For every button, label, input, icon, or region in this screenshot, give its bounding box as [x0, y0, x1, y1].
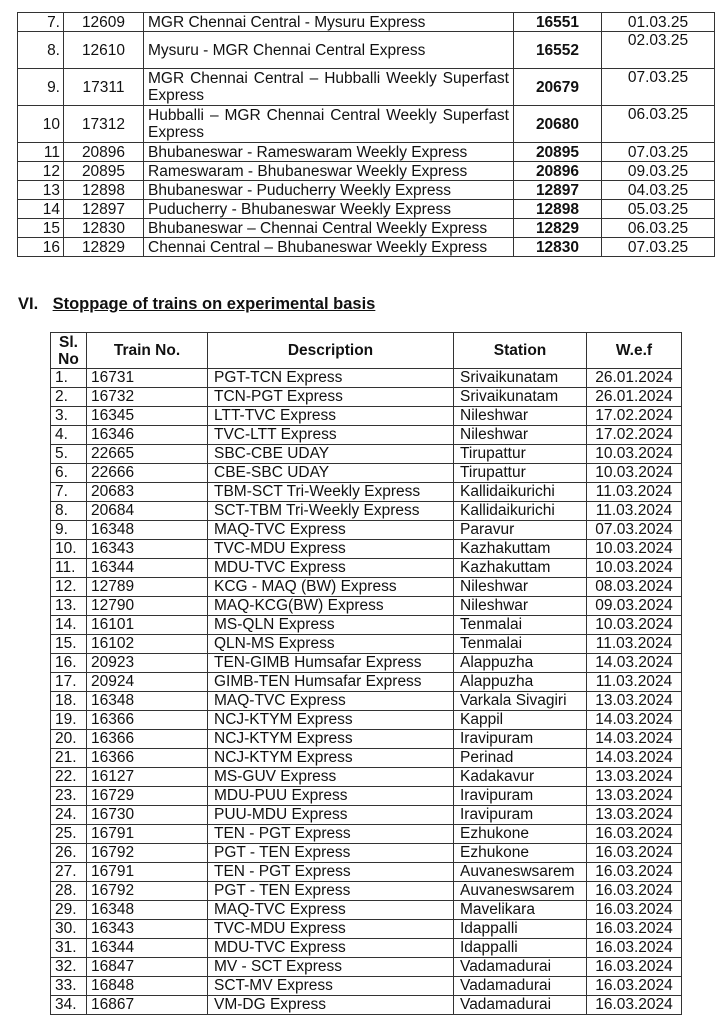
- train-number: 17311: [64, 69, 144, 106]
- effective-date: 07.03.25: [602, 143, 715, 162]
- train-number: 16345: [87, 407, 208, 426]
- train-description: TVC-LTT Express: [208, 426, 454, 445]
- table-row: [18, 200, 715, 219]
- effective-date: 05.03.25: [602, 200, 715, 219]
- sl-number: 10: [18, 106, 64, 143]
- new-train-number: 12897: [514, 181, 602, 200]
- wef-date: 13.03.2024: [587, 787, 682, 806]
- station-name: Tenmalai: [454, 616, 587, 635]
- station-name: Iravipuram: [454, 806, 587, 825]
- train-description: MGR Chennai Central – Hubballi Weekly Superfast Express: [144, 69, 514, 106]
- station-name: Ezhukone: [454, 825, 587, 844]
- wef-date: 13.03.2024: [587, 692, 682, 711]
- sl-number: 11.: [51, 559, 87, 578]
- train-number: 16848: [87, 977, 208, 996]
- new-train-number: 20896: [514, 162, 602, 181]
- train-description: Hubballi – MGR Chennai Central Weekly Superfast Express: [144, 106, 514, 143]
- sl-number: 29.: [51, 901, 87, 920]
- train-description: TVC-MDU Express: [208, 540, 454, 559]
- station-name: Nileshwar: [454, 597, 587, 616]
- wef-date: 16.03.2024: [587, 863, 682, 882]
- effective-date: 04.03.25: [602, 181, 715, 200]
- train-number: 16344: [87, 939, 208, 958]
- sl-number: 10.: [51, 540, 87, 559]
- new-train-number: 16552: [514, 32, 602, 69]
- sl-number: 5.: [51, 445, 87, 464]
- train-number: 16366: [87, 730, 208, 749]
- wef-date: 10.03.2024: [587, 559, 682, 578]
- train-number: 12897: [64, 200, 144, 219]
- train-description: MAQ-TVC Express: [208, 692, 454, 711]
- wef-date: 14.03.2024: [587, 711, 682, 730]
- table-row: [51, 388, 682, 407]
- sl-number: 22.: [51, 768, 87, 787]
- station-name: Tirupattur: [454, 464, 587, 483]
- wef-date: 16.03.2024: [587, 844, 682, 863]
- station-name: Alappuzha: [454, 654, 587, 673]
- sl-number: 15: [18, 219, 64, 238]
- train-description: MS-QLN Express: [208, 616, 454, 635]
- train-number: 16732: [87, 388, 208, 407]
- wef-date: 10.03.2024: [587, 445, 682, 464]
- train-description: MAQ-TVC Express: [208, 521, 454, 540]
- wef-date: 09.03.2024: [587, 597, 682, 616]
- train-description: PGT - TEN Express: [208, 882, 454, 901]
- sl-number: 16: [18, 238, 64, 257]
- train-description: NCJ-KTYM Express: [208, 749, 454, 768]
- train-description: MV - SCT Express: [208, 958, 454, 977]
- wef-date: 16.03.2024: [587, 996, 682, 1015]
- station-name: Srivaikunatam: [454, 388, 587, 407]
- table-header-row: [51, 333, 682, 369]
- section-number: VI.: [18, 295, 39, 313]
- train-description: CBE-SBC UDAY: [208, 464, 454, 483]
- effective-date: 09.03.25: [602, 162, 715, 181]
- wef-date: 16.03.2024: [587, 977, 682, 996]
- table-row: [51, 768, 682, 787]
- station-name: Kazhakuttam: [454, 559, 587, 578]
- table-row: [18, 106, 715, 143]
- train-description: MAQ-TVC Express: [208, 901, 454, 920]
- table-row: [18, 13, 715, 32]
- train-description: TEN - PGT Express: [208, 825, 454, 844]
- effective-date: 01.03.25: [602, 13, 715, 32]
- table-row: [51, 521, 682, 540]
- sl-number: 16.: [51, 654, 87, 673]
- station-name: Vadamadurai: [454, 996, 587, 1015]
- wef-date: 11.03.2024: [587, 483, 682, 502]
- train-description: VM-DG Express: [208, 996, 454, 1015]
- wef-date: 11.03.2024: [587, 673, 682, 692]
- wef-date: 16.03.2024: [587, 939, 682, 958]
- header-train-no: Train No.: [87, 333, 208, 369]
- sl-number: 8.: [51, 502, 87, 521]
- wef-date: 26.01.2024: [587, 388, 682, 407]
- wef-date: 14.03.2024: [587, 749, 682, 768]
- train-number: 20683: [87, 483, 208, 502]
- sl-number: 7.: [18, 13, 64, 32]
- train-number: 16348: [87, 692, 208, 711]
- station-name: Mavelikara: [454, 901, 587, 920]
- train-number: 17312: [64, 106, 144, 143]
- sl-number: 26.: [51, 844, 87, 863]
- train-description: MDU-PUU Express: [208, 787, 454, 806]
- wef-date: 10.03.2024: [587, 464, 682, 483]
- train-number: 12829: [64, 238, 144, 257]
- station-name: Kappil: [454, 711, 587, 730]
- table-row: [51, 787, 682, 806]
- effective-date: 06.03.25: [602, 106, 715, 143]
- train-number: 16343: [87, 540, 208, 559]
- station-name: Idappalli: [454, 939, 587, 958]
- wef-date: 13.03.2024: [587, 768, 682, 787]
- table-row: [51, 597, 682, 616]
- sl-number: 11: [18, 143, 64, 162]
- table-row: [51, 673, 682, 692]
- train-description: Rameswaram - Bhubaneswar Weekly Express: [144, 162, 514, 181]
- train-renumbering-table: [17, 12, 715, 257]
- table-row: [51, 920, 682, 939]
- sl-number: 13: [18, 181, 64, 200]
- table-row: [51, 407, 682, 426]
- sl-number: 9.: [51, 521, 87, 540]
- train-number: 12898: [64, 181, 144, 200]
- train-description: SCT-MV Express: [208, 977, 454, 996]
- train-number: 16348: [87, 521, 208, 540]
- sl-number: 8.: [18, 32, 64, 69]
- sl-number: 13.: [51, 597, 87, 616]
- train-number: 20895: [64, 162, 144, 181]
- sl-number: 32.: [51, 958, 87, 977]
- station-name: Nileshwar: [454, 407, 587, 426]
- station-name: Tirupattur: [454, 445, 587, 464]
- table-row: [51, 901, 682, 920]
- train-number: 22665: [87, 445, 208, 464]
- effective-date: 02.03.25: [602, 32, 715, 69]
- effective-date: 07.03.25: [602, 69, 715, 106]
- sl-number: 21.: [51, 749, 87, 768]
- wef-date: 16.03.2024: [587, 920, 682, 939]
- train-description: MGR Chennai Central - Mysuru Express: [144, 13, 514, 32]
- train-number: 16102: [87, 635, 208, 654]
- station-name: Vadamadurai: [454, 977, 587, 996]
- sl-number: 1.: [51, 369, 87, 388]
- wef-date: 16.03.2024: [587, 958, 682, 977]
- new-train-number: 16551: [514, 13, 602, 32]
- train-number: 16127: [87, 768, 208, 787]
- sl-number: 3.: [51, 407, 87, 426]
- table-row: [18, 181, 715, 200]
- sl-number: 17.: [51, 673, 87, 692]
- train-number: 20923: [87, 654, 208, 673]
- header-station: Station: [454, 333, 587, 369]
- train-description: MAQ-KCG(BW) Express: [208, 597, 454, 616]
- sl-number: 9.: [18, 69, 64, 106]
- train-description: GIMB-TEN Humsafar Express: [208, 673, 454, 692]
- train-number: 16366: [87, 749, 208, 768]
- sl-number: 24.: [51, 806, 87, 825]
- new-train-number: 20679: [514, 69, 602, 106]
- table-row: [51, 654, 682, 673]
- station-name: Tenmalai: [454, 635, 587, 654]
- sl-number: 12.: [51, 578, 87, 597]
- train-description: MDU-TVC Express: [208, 559, 454, 578]
- station-name: Kazhakuttam: [454, 540, 587, 559]
- table-row: [51, 540, 682, 559]
- sl-number: 23.: [51, 787, 87, 806]
- sl-number: 7.: [51, 483, 87, 502]
- station-name: Idappalli: [454, 920, 587, 939]
- table-row: [51, 464, 682, 483]
- train-number: 12609: [64, 13, 144, 32]
- train-description: Puducherry - Bhubaneswar Weekly Express: [144, 200, 514, 219]
- train-number: 20896: [64, 143, 144, 162]
- sl-number: 14: [18, 200, 64, 219]
- new-train-number: 20895: [514, 143, 602, 162]
- header-sl-line1: Sl.: [59, 333, 78, 351]
- train-number: 16731: [87, 369, 208, 388]
- table-row: [51, 616, 682, 635]
- sl-number: 31.: [51, 939, 87, 958]
- table-row: [51, 996, 682, 1015]
- table-row: [51, 711, 682, 730]
- train-number: 12790: [87, 597, 208, 616]
- train-description: TVC-MDU Express: [208, 920, 454, 939]
- table-row: [51, 749, 682, 768]
- section-title: Stoppage of trains on experimental basis: [52, 295, 376, 313]
- table-row: [51, 692, 682, 711]
- table-row: [51, 635, 682, 654]
- train-description: PGT - TEN Express: [208, 844, 454, 863]
- train-number: 16101: [87, 616, 208, 635]
- train-number: 16792: [87, 844, 208, 863]
- section-heading: [18, 295, 375, 314]
- station-name: Nileshwar: [454, 578, 587, 597]
- station-name: Srivaikunatam: [454, 369, 587, 388]
- station-name: Alappuzha: [454, 673, 587, 692]
- station-name: Nileshwar: [454, 426, 587, 445]
- header-sl-line2: No: [58, 350, 79, 368]
- sl-number: 20.: [51, 730, 87, 749]
- table-row: [51, 958, 682, 977]
- train-number: 16791: [87, 863, 208, 882]
- train-description: TCN-PGT Express: [208, 388, 454, 407]
- station-name: Iravipuram: [454, 730, 587, 749]
- train-description: TEN - PGT Express: [208, 863, 454, 882]
- sl-number: 33.: [51, 977, 87, 996]
- new-train-number: 20680: [514, 106, 602, 143]
- wef-date: 16.03.2024: [587, 882, 682, 901]
- train-number: 16366: [87, 711, 208, 730]
- wef-date: 14.03.2024: [587, 730, 682, 749]
- table-row: [51, 483, 682, 502]
- train-description: NCJ-KTYM Express: [208, 730, 454, 749]
- sl-number: 6.: [51, 464, 87, 483]
- train-description: NCJ-KTYM Express: [208, 711, 454, 730]
- train-description: Bhubaneswar – Chennai Central Weekly Express: [144, 219, 514, 238]
- station-name: Kallidaikurichi: [454, 483, 587, 502]
- wef-date: 16.03.2024: [587, 901, 682, 920]
- train-number: 12610: [64, 32, 144, 69]
- train-description: PUU-MDU Express: [208, 806, 454, 825]
- train-description: KCG - MAQ (BW) Express: [208, 578, 454, 597]
- table-row: [51, 939, 682, 958]
- sl-number: 27.: [51, 863, 87, 882]
- station-name: Paravur: [454, 521, 587, 540]
- train-number: 22666: [87, 464, 208, 483]
- table-row: [51, 806, 682, 825]
- header-sl-no: [51, 333, 87, 369]
- station-name: Auvaneswsarem: [454, 863, 587, 882]
- sl-number: 4.: [51, 426, 87, 445]
- train-number: 16730: [87, 806, 208, 825]
- table-row: [51, 559, 682, 578]
- station-name: Auvaneswsarem: [454, 882, 587, 901]
- wef-date: 13.03.2024: [587, 806, 682, 825]
- train-description: LTT-TVC Express: [208, 407, 454, 426]
- sl-number: 30.: [51, 920, 87, 939]
- table-row: [51, 502, 682, 521]
- train-number: 16348: [87, 901, 208, 920]
- header-description: Description: [208, 333, 454, 369]
- train-description: Mysuru - MGR Chennai Central Express: [144, 32, 514, 69]
- station-name: Ezhukone: [454, 844, 587, 863]
- station-name: Kallidaikurichi: [454, 502, 587, 521]
- new-train-number: 12898: [514, 200, 602, 219]
- sl-number: 18.: [51, 692, 87, 711]
- station-name: Iravipuram: [454, 787, 587, 806]
- train-number: 12789: [87, 578, 208, 597]
- wef-date: 17.02.2024: [587, 426, 682, 445]
- train-description: SBC-CBE UDAY: [208, 445, 454, 464]
- wef-date: 26.01.2024: [587, 369, 682, 388]
- train-number: 16729: [87, 787, 208, 806]
- train-number: 16867: [87, 996, 208, 1015]
- train-description: PGT-TCN Express: [208, 369, 454, 388]
- train-description: TEN-GIMB Humsafar Express: [208, 654, 454, 673]
- train-description: TBM-SCT Tri-Weekly Express: [208, 483, 454, 502]
- train-number: 16344: [87, 559, 208, 578]
- new-train-number: 12830: [514, 238, 602, 257]
- wef-date: 16.03.2024: [587, 825, 682, 844]
- table-row: [51, 825, 682, 844]
- sl-number: 12: [18, 162, 64, 181]
- train-description: SCT-TBM Tri-Weekly Express: [208, 502, 454, 521]
- wef-date: 08.03.2024: [587, 578, 682, 597]
- table-row: [51, 369, 682, 388]
- train-number: 20684: [87, 502, 208, 521]
- station-name: Varkala Sivagiri: [454, 692, 587, 711]
- new-train-number: 12829: [514, 219, 602, 238]
- table-row: [51, 844, 682, 863]
- train-description: MS-GUV Express: [208, 768, 454, 787]
- sl-number: 15.: [51, 635, 87, 654]
- table-row: [51, 426, 682, 445]
- wef-date: 10.03.2024: [587, 540, 682, 559]
- wef-date: 10.03.2024: [587, 616, 682, 635]
- train-number: 16847: [87, 958, 208, 977]
- train-description: MDU-TVC Express: [208, 939, 454, 958]
- table-row: [18, 143, 715, 162]
- table-row: [18, 162, 715, 181]
- sl-number: 25.: [51, 825, 87, 844]
- train-description: Bhubaneswar - Puducherry Weekly Express: [144, 181, 514, 200]
- table-row: [51, 730, 682, 749]
- wef-date: 11.03.2024: [587, 635, 682, 654]
- wef-date: 17.02.2024: [587, 407, 682, 426]
- effective-date: 06.03.25: [602, 219, 715, 238]
- train-description: Chennai Central – Bhubaneswar Weekly Express: [144, 238, 514, 257]
- train-number: 12830: [64, 219, 144, 238]
- table-row: [51, 863, 682, 882]
- table-row: [18, 32, 715, 69]
- table-row: [51, 445, 682, 464]
- wef-date: 14.03.2024: [587, 654, 682, 673]
- table-row: [51, 882, 682, 901]
- train-number: 16343: [87, 920, 208, 939]
- header-wef: W.e.f: [587, 333, 682, 369]
- train-number: 16792: [87, 882, 208, 901]
- station-name: Kadakavur: [454, 768, 587, 787]
- stoppage-table: [50, 332, 682, 1015]
- effective-date: 07.03.25: [602, 238, 715, 257]
- train-description: Bhubaneswar - Rameswaram Weekly Express: [144, 143, 514, 162]
- sl-number: 19.: [51, 711, 87, 730]
- table-row: [18, 238, 715, 257]
- sl-number: 2.: [51, 388, 87, 407]
- sl-number: 28.: [51, 882, 87, 901]
- train-number: 16791: [87, 825, 208, 844]
- train-number: 20924: [87, 673, 208, 692]
- table-row: [18, 69, 715, 106]
- station-name: Vadamadurai: [454, 958, 587, 977]
- wef-date: 07.03.2024: [587, 521, 682, 540]
- train-description: QLN-MS Express: [208, 635, 454, 654]
- table-row: [51, 977, 682, 996]
- train-number: 16346: [87, 426, 208, 445]
- table-row: [18, 219, 715, 238]
- sl-number: 14.: [51, 616, 87, 635]
- table-row: [51, 578, 682, 597]
- sl-number: 34.: [51, 996, 87, 1015]
- wef-date: 11.03.2024: [587, 502, 682, 521]
- station-name: Perinad: [454, 749, 587, 768]
